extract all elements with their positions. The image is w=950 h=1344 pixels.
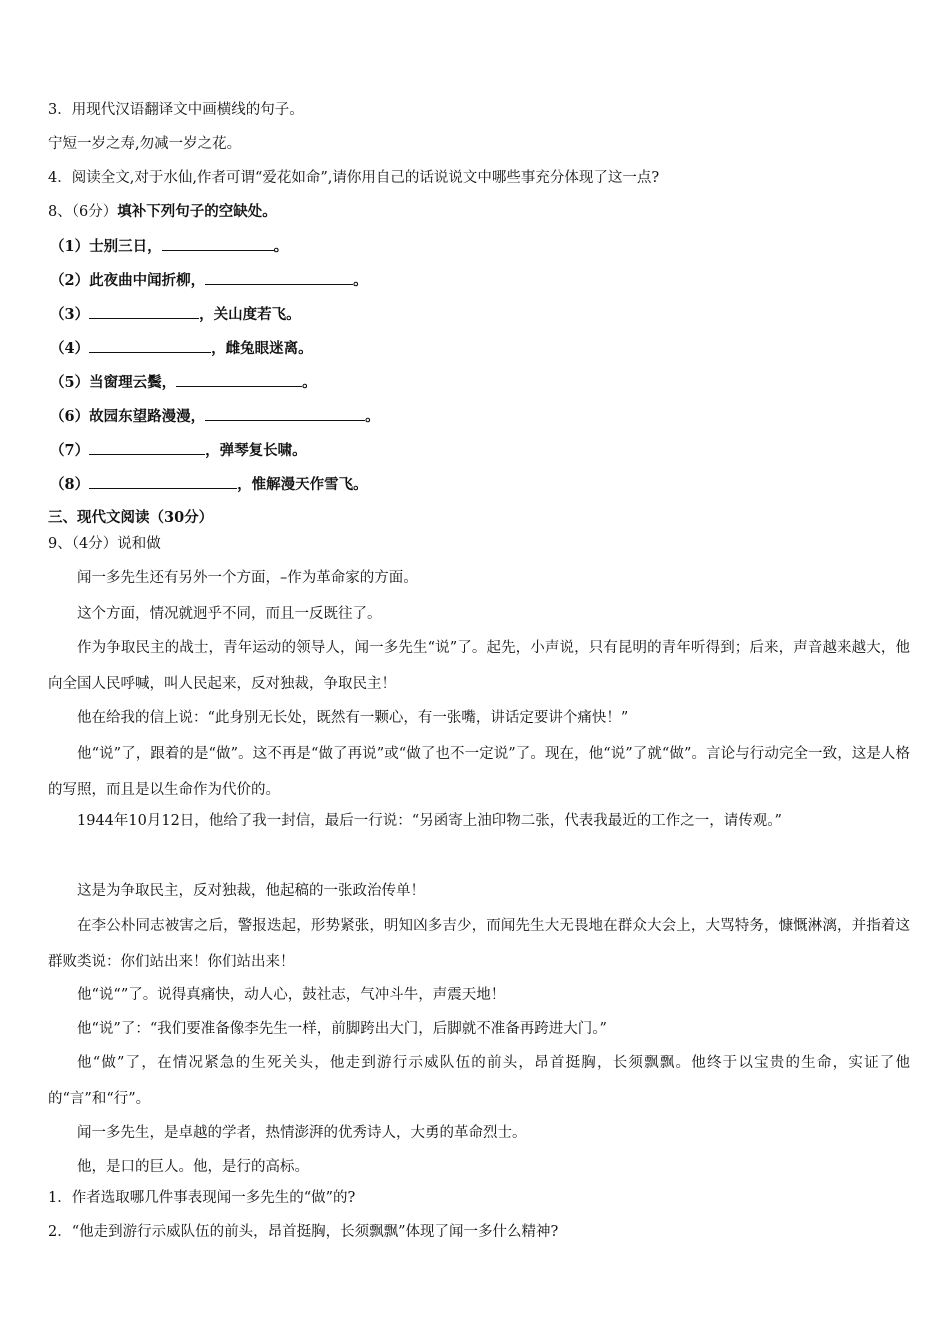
passage-paragraph: 这是为争取民主，反对独裁，他起稿的一张政治传单！ (77, 883, 425, 899)
item-number: （4） (50, 340, 90, 357)
passage-paragraph: 这个方面，情况就迥乎不同，而且一反既往了。 (77, 606, 382, 622)
item-text: ，弹琴复长啸。 (205, 442, 307, 459)
item-text: 士别三日， (89, 238, 162, 255)
q9-header: 9、（4分）说和做 (48, 536, 161, 552)
q8-item-2 (50, 270, 368, 291)
q8-item-4 (50, 338, 313, 359)
item-text: 。 (353, 272, 368, 289)
passage-paragraph: 他“做”了，在情况紧急的生死关头，他走到游行示威队伍的前头，昂首挺胸，长须飘飘。他终于以宝贵的生命，实证了他的“言”和“行”。 (48, 1055, 910, 1107)
passage-paragraph: 他“说”了：“我们要准备像李先生一样，前脚跨出大门，后脚就不准备再跨进大门。” (77, 1021, 607, 1037)
passage-paragraph: 在李公朴同志被害之后，警报迭起，形势紧张，明知凶多吉少，而闻先生大无畏地在群众大会上，大骂特务，慷慨淋漓，并指着这群败类说：你们站出来！你们站出来！ (48, 918, 910, 970)
passage-paragraph: 作为争取民主的战士，青年运动的领导人，闻一多先生“说”了。起先，小声说，只有昆明的青年听得到；后来，声音越来越大，他向全国人民呼喊，叫人民起来，反对独裁，争取民主！ (48, 640, 910, 692)
item-number: （3） (50, 306, 90, 323)
q8-item-8 (50, 474, 368, 495)
item-number: （8） (50, 476, 90, 493)
item-text: 当窗理云鬓， (89, 374, 177, 391)
item-text: 。 (365, 408, 380, 425)
answer-blank[interactable] (176, 372, 302, 387)
item-text: 此夜曲中闻折柳， (89, 272, 206, 289)
answer-blank[interactable] (162, 236, 274, 251)
passage-paragraph: 闻一多先生还有另外一个方面，–作为革命家的方面。 (77, 570, 418, 586)
passage-paragraph: 他在给我的信上说：“此身别无长处，既然有一颗心，有一张嘴，讲话定要讲个痛快！” (77, 710, 629, 726)
q9-question-1: 1．作者选取哪几件事表现闻一多先生的“做”的? (48, 1190, 356, 1206)
passage-paragraph: 他，是口的巨人。他，是行的高标。 (77, 1159, 309, 1175)
q8-header (48, 202, 277, 222)
section-title: 三、现代文阅读（30分） (48, 509, 214, 526)
passage-paragraph: 1944年10月12日，他给了我一封信，最后一行说：“另函寄上油印物二张，代表我最近的工作之一，请传观。” (77, 813, 782, 829)
item-number: （1） (50, 238, 90, 255)
item-number: （7） (50, 442, 90, 459)
q8-item-5 (50, 372, 317, 393)
answer-blank[interactable] (89, 338, 211, 353)
passage-paragraph: 他“说”了，跟着的是“做”。这不再是“做了再说”或“做了也不一定说”了。现在，他“说”了就“做”。言论与行动完全一致，这是人格的写照，而且是以生命作为代价的。 (48, 746, 910, 798)
item-text: ，关山度若飞。 (199, 306, 301, 323)
q8-title: 填补下列句子的空缺处。 (117, 203, 277, 220)
answer-blank[interactable] (89, 304, 199, 319)
item-text: 故园东望路漫漫， (89, 408, 206, 425)
q8-number: 8、（6分） (48, 204, 118, 220)
q7-sentence: 宁短一岁之寿,勿减一岁之花。 (48, 136, 242, 152)
item-number: （6） (50, 408, 90, 425)
answer-blank[interactable] (89, 440, 205, 455)
q7-sub4: 4．阅读全文,对于水仙,作者可谓“爱花如命”,请你用自己的话说说文中哪些事充分体现了这一点? (48, 170, 660, 186)
q8-item-7 (50, 440, 307, 461)
q8-item-3 (50, 304, 301, 325)
q9-question-2: 2．“他走到游行示威队伍的前头，昂首挺胸，长须飘飘”体现了闻一多什么精神? (48, 1224, 559, 1240)
q8-item-6 (50, 406, 380, 427)
item-text: 。 (273, 238, 289, 255)
item-text: ，雌兔眼迷离。 (211, 340, 313, 357)
item-text: 。 (302, 374, 317, 391)
answer-blank[interactable] (205, 406, 365, 421)
passage-paragraph: 他“说“”了。说得真痛快，动人心，鼓社志，气冲斗牛，声震天地！ (77, 987, 506, 1003)
answer-blank[interactable] (89, 474, 237, 489)
q8-item-1 (50, 236, 288, 257)
item-number: （5） (50, 374, 90, 391)
item-number: （2） (50, 272, 90, 289)
passage-paragraph: 闻一多先生，是卓越的学者，热情澎湃的优秀诗人，大勇的革命烈士。 (77, 1125, 527, 1141)
item-text: ，惟解漫天作雪飞。 (237, 476, 368, 493)
q7-sub3: 3．用现代汉语翻译文中画横线的句子。 (48, 102, 304, 118)
answer-blank[interactable] (205, 270, 353, 285)
